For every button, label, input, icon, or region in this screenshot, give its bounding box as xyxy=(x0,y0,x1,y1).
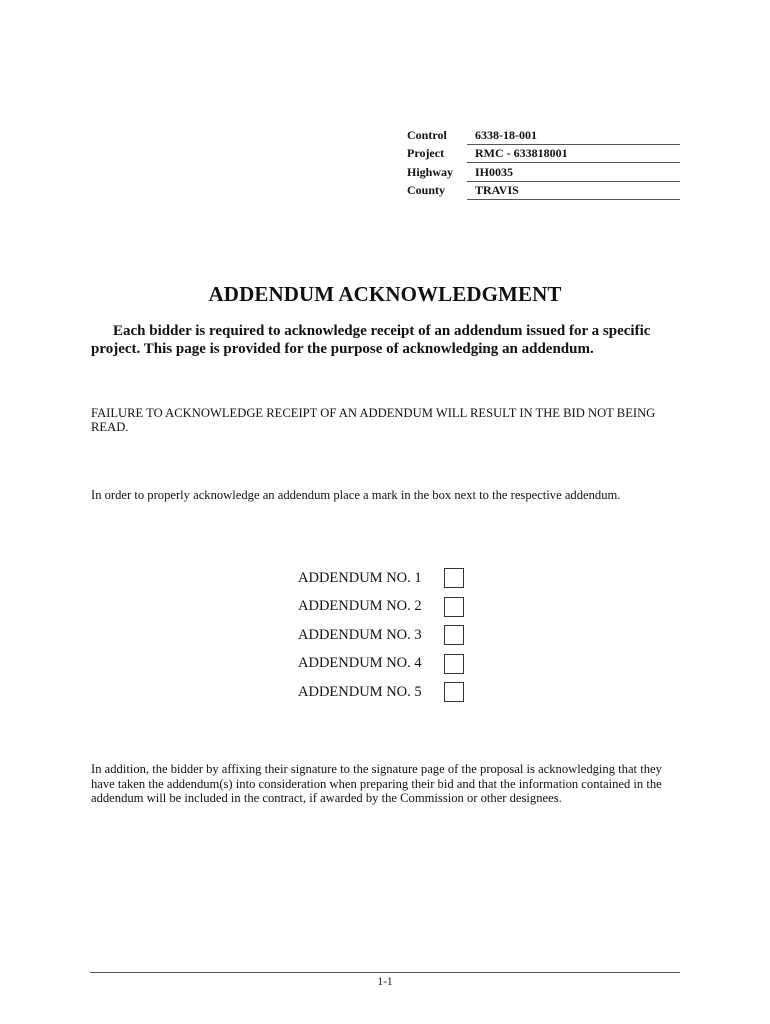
addendum-label-1: ADDENDUM NO. 1 xyxy=(298,569,422,586)
control-value: 6338-18-001 xyxy=(467,128,680,145)
project-info-table xyxy=(406,126,680,200)
addendum-row-4 xyxy=(298,650,464,679)
project-info-row-highway xyxy=(406,163,680,182)
addendum-checkbox-2[interactable] xyxy=(444,597,464,617)
addendum-row-5 xyxy=(298,678,464,707)
highway-label: Highway xyxy=(407,164,454,179)
highway-value: IH0035 xyxy=(467,165,680,182)
control-label: Control xyxy=(407,127,447,142)
instruction-paragraph: In order to properly acknowledge an addendum place a mark in the box next to the respective addendum. xyxy=(91,488,621,502)
addendum-row-2 xyxy=(298,593,464,622)
project-info-row-project xyxy=(406,145,680,164)
addendum-list xyxy=(298,564,464,707)
addendum-label-2: ADDENDUM NO. 2 xyxy=(298,598,422,615)
addendum-checkbox-5[interactable] xyxy=(444,682,464,702)
project-value: RMC - 633818001 xyxy=(467,146,680,163)
addendum-checkbox-1[interactable] xyxy=(444,568,464,588)
project-label: Project xyxy=(407,146,445,160)
footer-divider xyxy=(90,972,680,973)
closing-paragraph: In addition, the bidder by affixing their signature to the signature page of the proposal is acknowledging that they have taken the addendum(s) into consideration when preparing their bid and that the information contained in the addendum will be included in the contract, if awarded by the Commission or other designees. xyxy=(91,762,662,805)
addendum-checkbox-4[interactable] xyxy=(444,654,464,674)
warning-paragraph: FAILURE TO ACKNOWLEDGE RECEIPT OF AN ADDENDUM WILL RESULT IN THE BID NOT BEING READ. xyxy=(91,406,656,434)
addendum-label-4: ADDENDUM NO. 4 xyxy=(298,655,422,672)
project-info-row-control xyxy=(406,126,680,145)
intro-paragraph: Each bidder is required to acknowledge receipt of an addendum issued for a specific project. This page is provided for the purpose of acknowledging an addendum. xyxy=(91,323,651,357)
addendum-label-5: ADDENDUM NO. 5 xyxy=(298,683,422,700)
addendum-checkbox-3[interactable] xyxy=(444,625,464,645)
addendum-row-3 xyxy=(298,621,464,650)
addendum-row-1 xyxy=(298,564,464,593)
addendum-label-3: ADDENDUM NO. 3 xyxy=(298,626,422,643)
page-number: 1-1 xyxy=(377,976,393,988)
county-label: County xyxy=(407,183,446,197)
page-title: ADDENDUM ACKNOWLEDGMENT xyxy=(208,282,562,306)
project-info-row-county xyxy=(406,182,680,201)
county-value: TRAVIS xyxy=(467,183,680,200)
